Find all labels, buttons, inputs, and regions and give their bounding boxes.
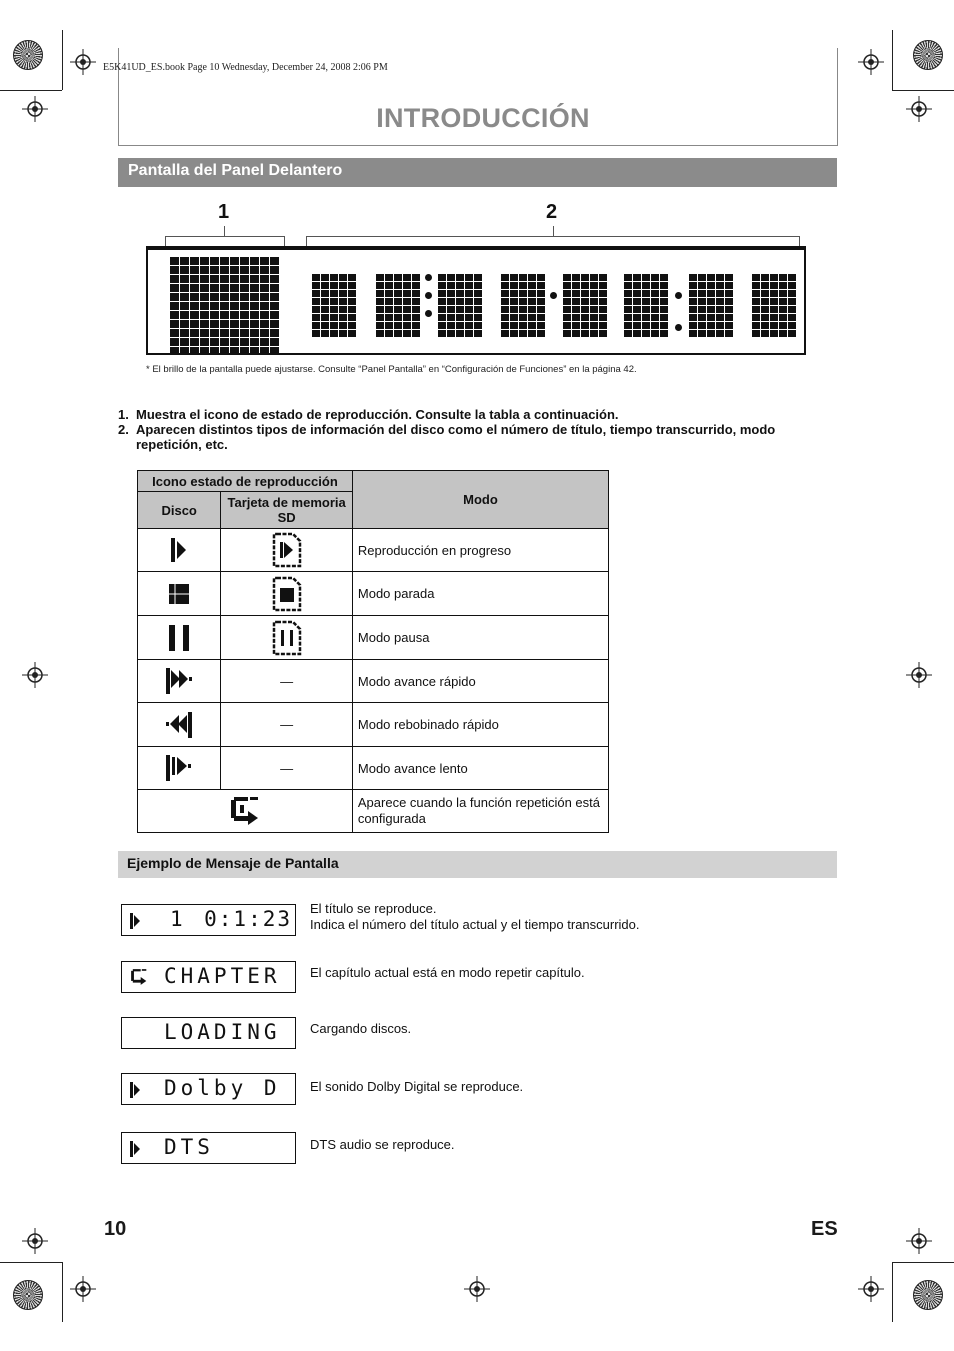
- description-line: El título se reproduce.: [310, 901, 437, 916]
- colon-dot: [425, 310, 432, 317]
- crop-line: [0, 90, 62, 91]
- colon-dot: [425, 274, 432, 281]
- front-panel-display: [146, 246, 806, 355]
- repeat-icon: [138, 790, 353, 833]
- repeat-icon: [130, 968, 148, 986]
- table-row: [138, 703, 609, 747]
- mode-label: Modo rebobinado rápido: [352, 703, 608, 747]
- crosshair-register-mark: [70, 1276, 96, 1302]
- list-item: [118, 407, 818, 422]
- color-registration-mark: [13, 1280, 43, 1310]
- crosshair-register-mark: [464, 1276, 490, 1302]
- mode-label: Modo parada: [352, 572, 608, 616]
- sd-not-applicable: —: [221, 660, 353, 703]
- digit-matrix: [563, 274, 607, 337]
- table-row: [138, 529, 609, 572]
- digit-matrix: [438, 274, 482, 337]
- lcd-message: [121, 1017, 296, 1049]
- description-list: [118, 407, 818, 452]
- mode-label: Modo avance rápido: [352, 660, 608, 703]
- crosshair-register-mark: [858, 49, 884, 75]
- message-description: Cargando discos.: [310, 1021, 412, 1036]
- play-icon: [138, 529, 221, 572]
- lcd-text: LOADING: [164, 1020, 281, 1044]
- digit-matrix: [312, 274, 356, 337]
- page-number: 10: [104, 1218, 127, 1240]
- play-icon: [130, 913, 140, 929]
- callout-1: 1: [218, 201, 230, 223]
- lcd-text: DTS: [164, 1135, 214, 1159]
- lcd-message: [121, 961, 296, 993]
- crosshair-register-mark: [858, 1276, 884, 1302]
- color-registration-mark: [913, 1280, 943, 1310]
- color-registration-mark: [913, 40, 943, 70]
- mode-label: Aparece cuando la función repetición está configurada: [352, 790, 608, 833]
- crosshair-register-mark: [22, 1228, 48, 1254]
- message-description: El sonido Dolby Digital se reproduce.: [310, 1079, 524, 1094]
- list-number: 2.: [118, 422, 129, 437]
- table-header-mode: Modo: [352, 471, 608, 529]
- mode-label: Modo pausa: [352, 616, 608, 660]
- colon-dot: [550, 292, 557, 299]
- crop-line: [892, 90, 954, 91]
- color-registration-mark: [13, 40, 43, 70]
- list-number: 1.: [118, 407, 129, 422]
- play-icon: [130, 1141, 140, 1157]
- message-description: El capítulo actual está en modo repetir capítulo.: [310, 965, 585, 980]
- crosshair-register-mark: [906, 1228, 932, 1254]
- digit-matrix: [501, 274, 545, 337]
- playback-status-table: [137, 470, 609, 833]
- page-heading: INTRODUCCIÓN: [376, 103, 590, 133]
- crop-line: [892, 1262, 954, 1263]
- callout-2-stem: [553, 226, 554, 236]
- crop-line: [892, 30, 893, 90]
- message-description: [310, 901, 640, 933]
- subsection-title: Ejemplo de Mensaje de Pantalla: [127, 855, 339, 871]
- sd-pause-icon: [221, 616, 353, 660]
- mode-label: Modo avance lento: [352, 747, 608, 790]
- fast-forward-icon: [138, 660, 221, 703]
- digit-matrix: [689, 274, 733, 337]
- sd-not-applicable: —: [221, 703, 353, 747]
- lcd-title-number: 1: [170, 907, 183, 931]
- file-info: E5K41UD_ES.book Page 10 Wednesday, December 24, 2008 2:06 PM: [103, 62, 388, 73]
- language-code: ES: [811, 1218, 838, 1240]
- crop-line: [62, 30, 63, 90]
- lcd-text: CHAPTER: [164, 964, 281, 988]
- table-row: [138, 572, 609, 616]
- sd-not-applicable: —: [221, 747, 353, 790]
- list-text: Muestra el icono de estado de reproducción. Consulte la tabla a continuación.: [136, 407, 619, 422]
- table-header-sd: Tarjeta de memoria SD: [221, 492, 353, 529]
- message-description: DTS audio se reproduce.: [310, 1137, 455, 1152]
- footnote: * El brillo de la pantalla puede ajustarse. Consulte “Panel Pantalla” en “Configuración de Funciones” en la página 42.: [146, 364, 637, 375]
- callout-1-stem: [224, 226, 225, 236]
- table-header-group: Icono estado de reproducción: [138, 471, 353, 492]
- digit-matrix: [624, 274, 668, 337]
- crop-line: [0, 1262, 62, 1263]
- status-icon-matrix: [170, 257, 279, 355]
- mode-label: Reproducción en progreso: [352, 529, 608, 572]
- description-line: Indica el número del título actual y el tiempo transcurrido.: [310, 917, 640, 932]
- list-item: [118, 422, 818, 452]
- pause-icon: [138, 616, 221, 660]
- crop-line: [62, 1262, 63, 1322]
- play-icon: [130, 1082, 140, 1098]
- lcd-message: [121, 1132, 296, 1164]
- lcd-message: [121, 1073, 296, 1105]
- list-text: Aparecen distintos tipos de información del disco como el número de título, tiempo transcurrido, modo repetición, etc.: [136, 422, 776, 452]
- slow-forward-icon: [138, 747, 221, 790]
- stop-icon: [138, 572, 221, 616]
- sd-play-icon: [221, 529, 353, 572]
- lcd-text: Dolby D: [164, 1076, 281, 1100]
- lcd-elapsed-time: 0:1:23: [204, 907, 292, 931]
- digit-matrix: [752, 274, 796, 337]
- crosshair-register-mark: [22, 662, 48, 688]
- callout-2: 2: [546, 201, 558, 223]
- crop-line: [892, 1262, 893, 1322]
- table-row: [138, 747, 609, 790]
- crosshair-register-mark: [906, 96, 932, 122]
- crosshair-register-mark: [22, 96, 48, 122]
- table-row: [138, 616, 609, 660]
- sd-stop-icon: [221, 572, 353, 616]
- digit-matrix: [376, 274, 420, 337]
- colon-dot: [675, 292, 682, 299]
- table-row: [138, 790, 609, 833]
- crosshair-register-mark: [906, 662, 932, 688]
- table-header-disc: Disco: [138, 492, 221, 529]
- section-title: Pantalla del Panel Delantero: [128, 162, 343, 179]
- fast-rewind-icon: [138, 703, 221, 747]
- lcd-message: [121, 904, 296, 936]
- table-row: [138, 660, 609, 703]
- colon-dot: [425, 292, 432, 299]
- crosshair-register-mark: [70, 49, 96, 75]
- colon-dot: [675, 324, 682, 331]
